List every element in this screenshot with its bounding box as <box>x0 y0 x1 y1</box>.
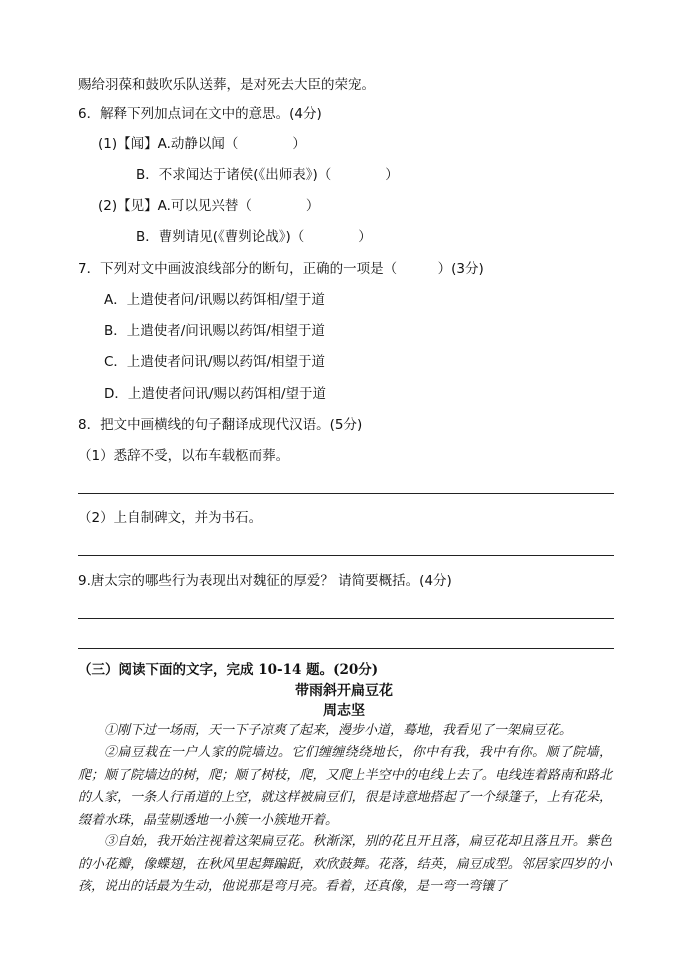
question-6-item-1b: B．不求闻达于诸侯(《出师表》)（ ） <box>136 167 399 183</box>
answer-line <box>78 648 614 649</box>
question-6-item-2b: B．曹刿请见(《曹刿论战》)（ ） <box>136 229 372 245</box>
article-paragraph-2: ②扁豆栽在一户人家的院墙边。它们缠缠绕绕地长，你中有我，我中有你。顺了院墙，爬；顺了院墙边的树，爬；顺了树枝，爬，又爬上半空中的电线上去了。电线连着路南和路北的人家，一条人行甬道的上空，就这样被扁豆们，很是诗意地搭起了一个绿篷子，上有花朵，缀着水珠，晶莹剔透地一小簇一小簇地开着。 <box>78 745 612 828</box>
question-8-sentence-1: （1）悉辞不受，以布车载柩而葬。 <box>78 448 290 464</box>
article-title: 带雨斜开扁豆花 <box>295 683 393 699</box>
question-7-option-c: C．上遣使者问讯/赐以药饵/相望于道 <box>104 354 326 370</box>
question-6-item-2a: (2)【见】A.可以见兴替（ ） <box>98 198 320 214</box>
question-8-stem: 8．把文中画横线的句子翻译成现代汉语。(5分) <box>78 417 363 433</box>
question-7-option-b: B．上遣使者/问讯赐以药饵/相望于道 <box>104 323 325 339</box>
text-line-top: 赐给羽葆和鼓吹乐队送葬，是对死去大臣的荣宠。 <box>78 77 375 93</box>
question-6-item-1a: (1)【闻】A.动静以闻（ ） <box>98 136 306 152</box>
question-7-option-d: D．上遣使者问讯/赐以药饵相/望于道 <box>104 386 326 402</box>
answer-line <box>78 493 614 494</box>
article-paragraph-3: ③自始，我开始注视着这架扁豆花。秋渐深，别的花且开且落，扁豆花却且落且开。紫色的小花瓣，像蝶翅，在秋风里起舞蹁跹，欢欣鼓舞。花落，结英，扁豆成型。邻居家四岁的小孩，说出的话最为生动，他说那是弯月亮。看着，还真像，是一弯一弯镶了 <box>78 834 612 894</box>
question-9-stem: 9.唐太宗的哪些行为表现出对魏征的厚爱？ 请简要概括。(4分) <box>78 573 452 589</box>
question-6-stem: 6．解释下列加点词在文中的意思。(4分) <box>78 106 322 122</box>
question-7-option-a: A．上遣使者问/讯赐以药饵相/望于道 <box>104 292 325 308</box>
question-8-sentence-2: （2）上自制碑文，并为书石。 <box>78 510 263 526</box>
answer-line <box>78 555 614 556</box>
question-7-stem: 7．下列对文中画波浪线部分的断句，正确的一项是（ ）(3分) <box>78 261 484 277</box>
article-author: 周志坚 <box>323 703 365 719</box>
article-paragraph-1: ①刚下过一场雨，天一下子凉爽了起来，漫步小道，蓦地，我看见了一架扁豆花。 <box>104 723 573 738</box>
section-3-heading: （三）阅读下面的文字，完成 10-14 题。(20分) <box>78 662 379 678</box>
answer-line <box>78 618 614 619</box>
